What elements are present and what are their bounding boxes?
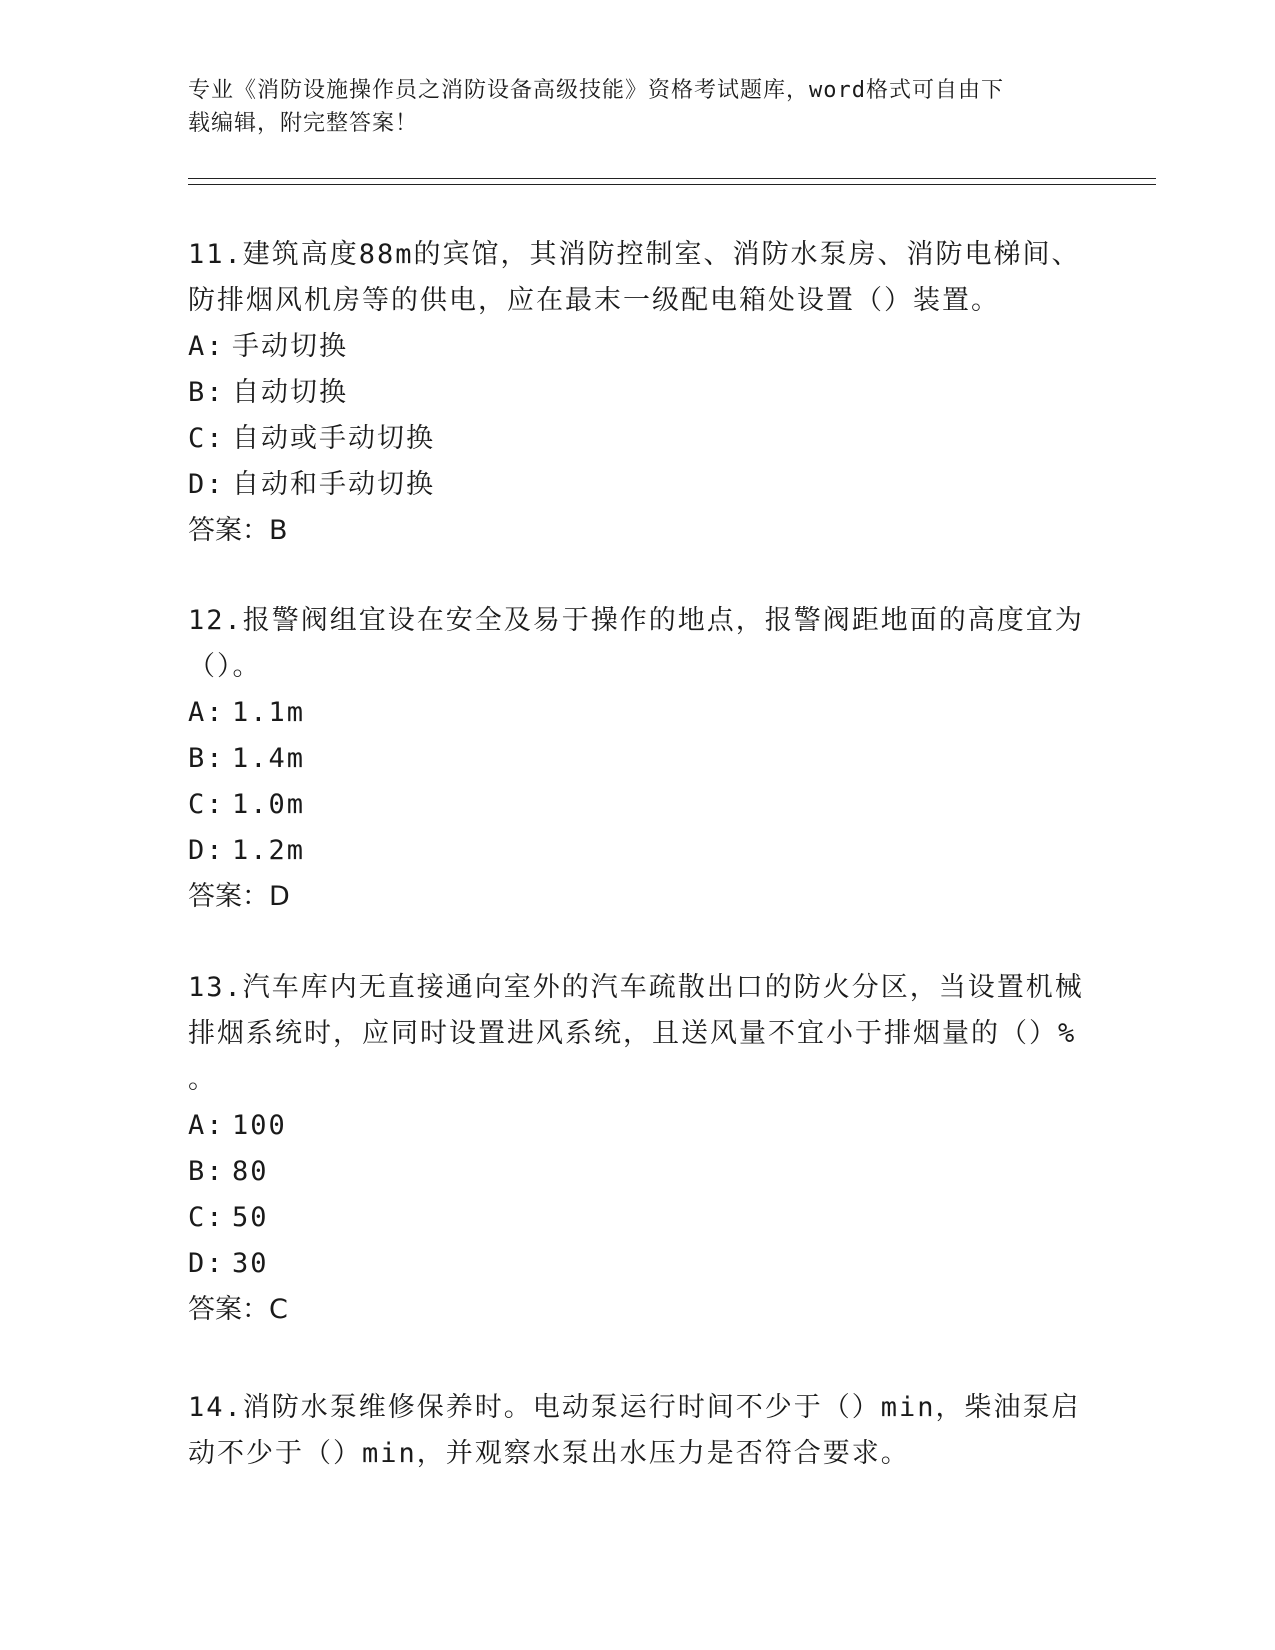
option-a bbox=[188, 690, 1088, 736]
header-divider-top bbox=[188, 178, 1156, 179]
option-text: 50 bbox=[232, 1202, 269, 1233]
answer-line: 答案：D bbox=[188, 881, 290, 912]
option-letter: B: bbox=[188, 743, 225, 774]
question-text-line: 。 bbox=[188, 1064, 217, 1095]
header-divider-bottom bbox=[188, 184, 1156, 185]
option-letter: B: bbox=[188, 1156, 225, 1187]
option-text: 1.1m bbox=[232, 697, 306, 728]
question-text-line: 动不少于（）min，并观察水泵出水压力是否符合要求。 bbox=[188, 1438, 910, 1469]
answer-line: 答案：C bbox=[188, 1294, 288, 1325]
question-text-line: （）。 bbox=[188, 651, 262, 682]
option-d bbox=[188, 462, 1088, 508]
option-c bbox=[188, 1195, 1088, 1241]
option-text: 自动切换 bbox=[232, 377, 348, 408]
option-letter: A: bbox=[188, 331, 225, 362]
option-letter: B: bbox=[188, 377, 225, 408]
option-b bbox=[188, 1149, 1088, 1195]
option-text: 手动切换 bbox=[232, 331, 348, 362]
option-text: 100 bbox=[232, 1110, 287, 1141]
option-d bbox=[188, 828, 1088, 874]
question-text-line: 12.报警阀组宜设在安全及易于操作的地点，报警阀距地面的高度宜为 bbox=[188, 605, 1084, 636]
question-14 bbox=[188, 1385, 1088, 1477]
question-text-line: 11.建筑高度88m的宾馆，其消防控制室、消防水泵房、消防电梯间、 bbox=[188, 239, 1081, 270]
header-line-1: 专业《消防设施操作员之消防设备高级技能》资格考试题库，word格式可自由下 bbox=[188, 78, 1004, 103]
option-text: 1.0m bbox=[232, 789, 306, 820]
option-c bbox=[188, 416, 1088, 462]
option-text: 1.4m bbox=[232, 743, 306, 774]
option-letter: D: bbox=[188, 835, 225, 866]
option-text: 1.2m bbox=[232, 835, 306, 866]
document-header bbox=[188, 74, 1068, 140]
question-13 bbox=[188, 965, 1088, 1333]
option-a bbox=[188, 1103, 1088, 1149]
question-12 bbox=[188, 598, 1088, 920]
option-letter: A: bbox=[188, 697, 225, 728]
option-letter: D: bbox=[188, 469, 225, 500]
option-d bbox=[188, 1241, 1088, 1287]
option-letter: A: bbox=[188, 1110, 225, 1141]
option-c bbox=[188, 782, 1088, 828]
question-text-line: 13.汽车库内无直接通向室外的汽车疏散出口的防火分区，当设置机械 bbox=[188, 972, 1084, 1003]
option-letter: D: bbox=[188, 1248, 225, 1279]
answer-line: 答案：B bbox=[188, 515, 288, 546]
option-b bbox=[188, 736, 1088, 782]
option-text: 80 bbox=[232, 1156, 269, 1187]
question-text-line: 防排烟风机房等的供电，应在最末一级配电箱处设置（）装置。 bbox=[188, 285, 1000, 316]
option-text: 自动和手动切换 bbox=[232, 469, 435, 500]
question-text-line: 排烟系统时，应同时设置进风系统，且送风量不宜小于排烟量的（）% bbox=[188, 1018, 1077, 1049]
option-letter: C: bbox=[188, 423, 225, 454]
option-a bbox=[188, 324, 1088, 370]
header-line-2: 载编辑，附完整答案！ bbox=[188, 111, 419, 136]
question-text-line: 14.消防水泵维修保养时。电动泵运行时间不少于（）min，柴油泵启 bbox=[188, 1392, 1081, 1423]
option-letter: C: bbox=[188, 1202, 225, 1233]
option-text: 30 bbox=[232, 1248, 269, 1279]
option-b bbox=[188, 370, 1088, 416]
option-letter: C: bbox=[188, 789, 225, 820]
question-11 bbox=[188, 232, 1088, 554]
option-text: 自动或手动切换 bbox=[232, 423, 435, 454]
